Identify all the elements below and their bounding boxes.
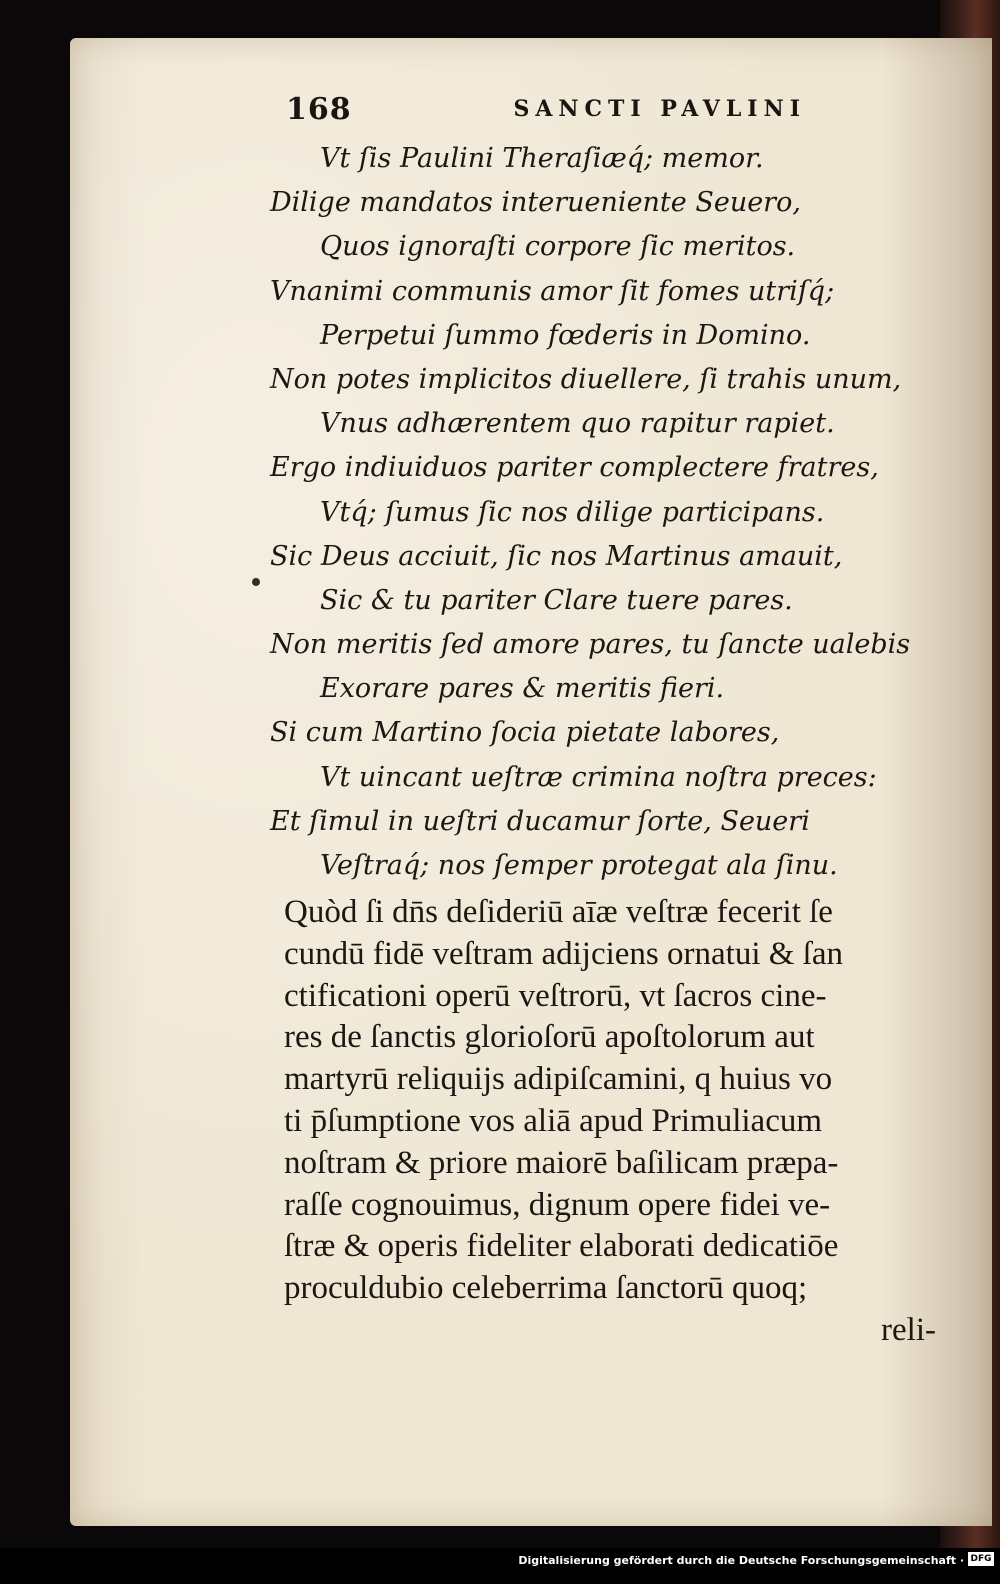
verse-line: Vt uincant ueſtræ crimina noſtra preces: — [320, 761, 877, 793]
prose-line: noſtram & priore maiorē baſilicam præpa- — [284, 1144, 839, 1181]
verse-line: Et ſimul in ueſtri ducamur ſorte, Seueri — [270, 805, 810, 837]
prose-line: res de ſanctis glorioſorū apoſtolorum aut — [284, 1019, 815, 1056]
verse-line: Non potes implicitos diuellere, ſi trahis unum, — [270, 363, 902, 395]
verse-line: Vnus adhærentem quo rapitur rapiet. — [320, 408, 835, 440]
verse-line: Vtq́; ſumus ſic nos dilige participans. — [320, 496, 825, 528]
page-header — [286, 92, 806, 132]
verse-line: Quos ignoraſti corpore ſic meritos. — [320, 231, 796, 263]
prose-line: Quòd ſi dn̄s deſideriū aīæ veſtræ fecerit ſe — [284, 894, 833, 930]
dfg-logo: DFG — [968, 1552, 994, 1566]
verse-line: Veſtraq́; nos ſemper protegat ala ſinu. — [320, 850, 838, 881]
verse-line: Sic & tu pariter Clare tuere pares. — [320, 584, 793, 616]
verse-line: Non meritis ſed amore pares, tu ſancte ualebis — [270, 629, 911, 661]
dfg-credit: Digitalisierung gefördert durch die Deutsche Forschungsgemeinschaft · — [518, 1554, 964, 1567]
verse-line: Vnanimi communis amor ſit fomes utriſq́; — [270, 275, 835, 307]
catchword: reli- — [881, 1311, 936, 1348]
prose-line: martyrū reliquijs adipiſcamini, q huius vo — [284, 1061, 833, 1098]
page-number: 168 — [286, 92, 352, 127]
verse-line: Vt ſis Paulini Theraſiæq́; memor. — [320, 143, 764, 174]
prose-block — [284, 892, 944, 1352]
verse-line: Si cum Martino ſocia pietate labores, — [270, 717, 780, 749]
verse-line: Sic Deus acciuit, ſic nos Martinus amauit, — [270, 540, 843, 572]
verse-line: Dilige mandatos interueniente Seuero, — [270, 187, 801, 219]
prose-line: ctificationi operū veſtrorū, vt ſacros cine- — [284, 977, 827, 1014]
verse-block — [270, 137, 910, 888]
prose-line: cundū fidē veſtram adijciens ornatui & ſan — [284, 935, 843, 972]
verse-line: Ergo indiuiduos pariter complectere fratres, — [270, 452, 879, 484]
prose-line: proculdubio celeberrima ſanctorū quoq; — [284, 1270, 808, 1307]
prose-line: ſtræ & operis fideliter elaborati dedicatiōe — [284, 1228, 839, 1265]
verse-line: Perpetui ſummo fœderis in Domino. — [320, 319, 811, 351]
prose-line: raſſe cognouimus, dignum opere fidei ve- — [284, 1186, 831, 1223]
prose-line: ti p̄ſumptione vos aliā apud Primuliacum — [284, 1102, 823, 1139]
ink-spot — [252, 578, 260, 586]
verse-line: Exorare pares & meritis fieri. — [320, 673, 725, 705]
running-head: SANCTI PAVLINI — [513, 96, 806, 122]
